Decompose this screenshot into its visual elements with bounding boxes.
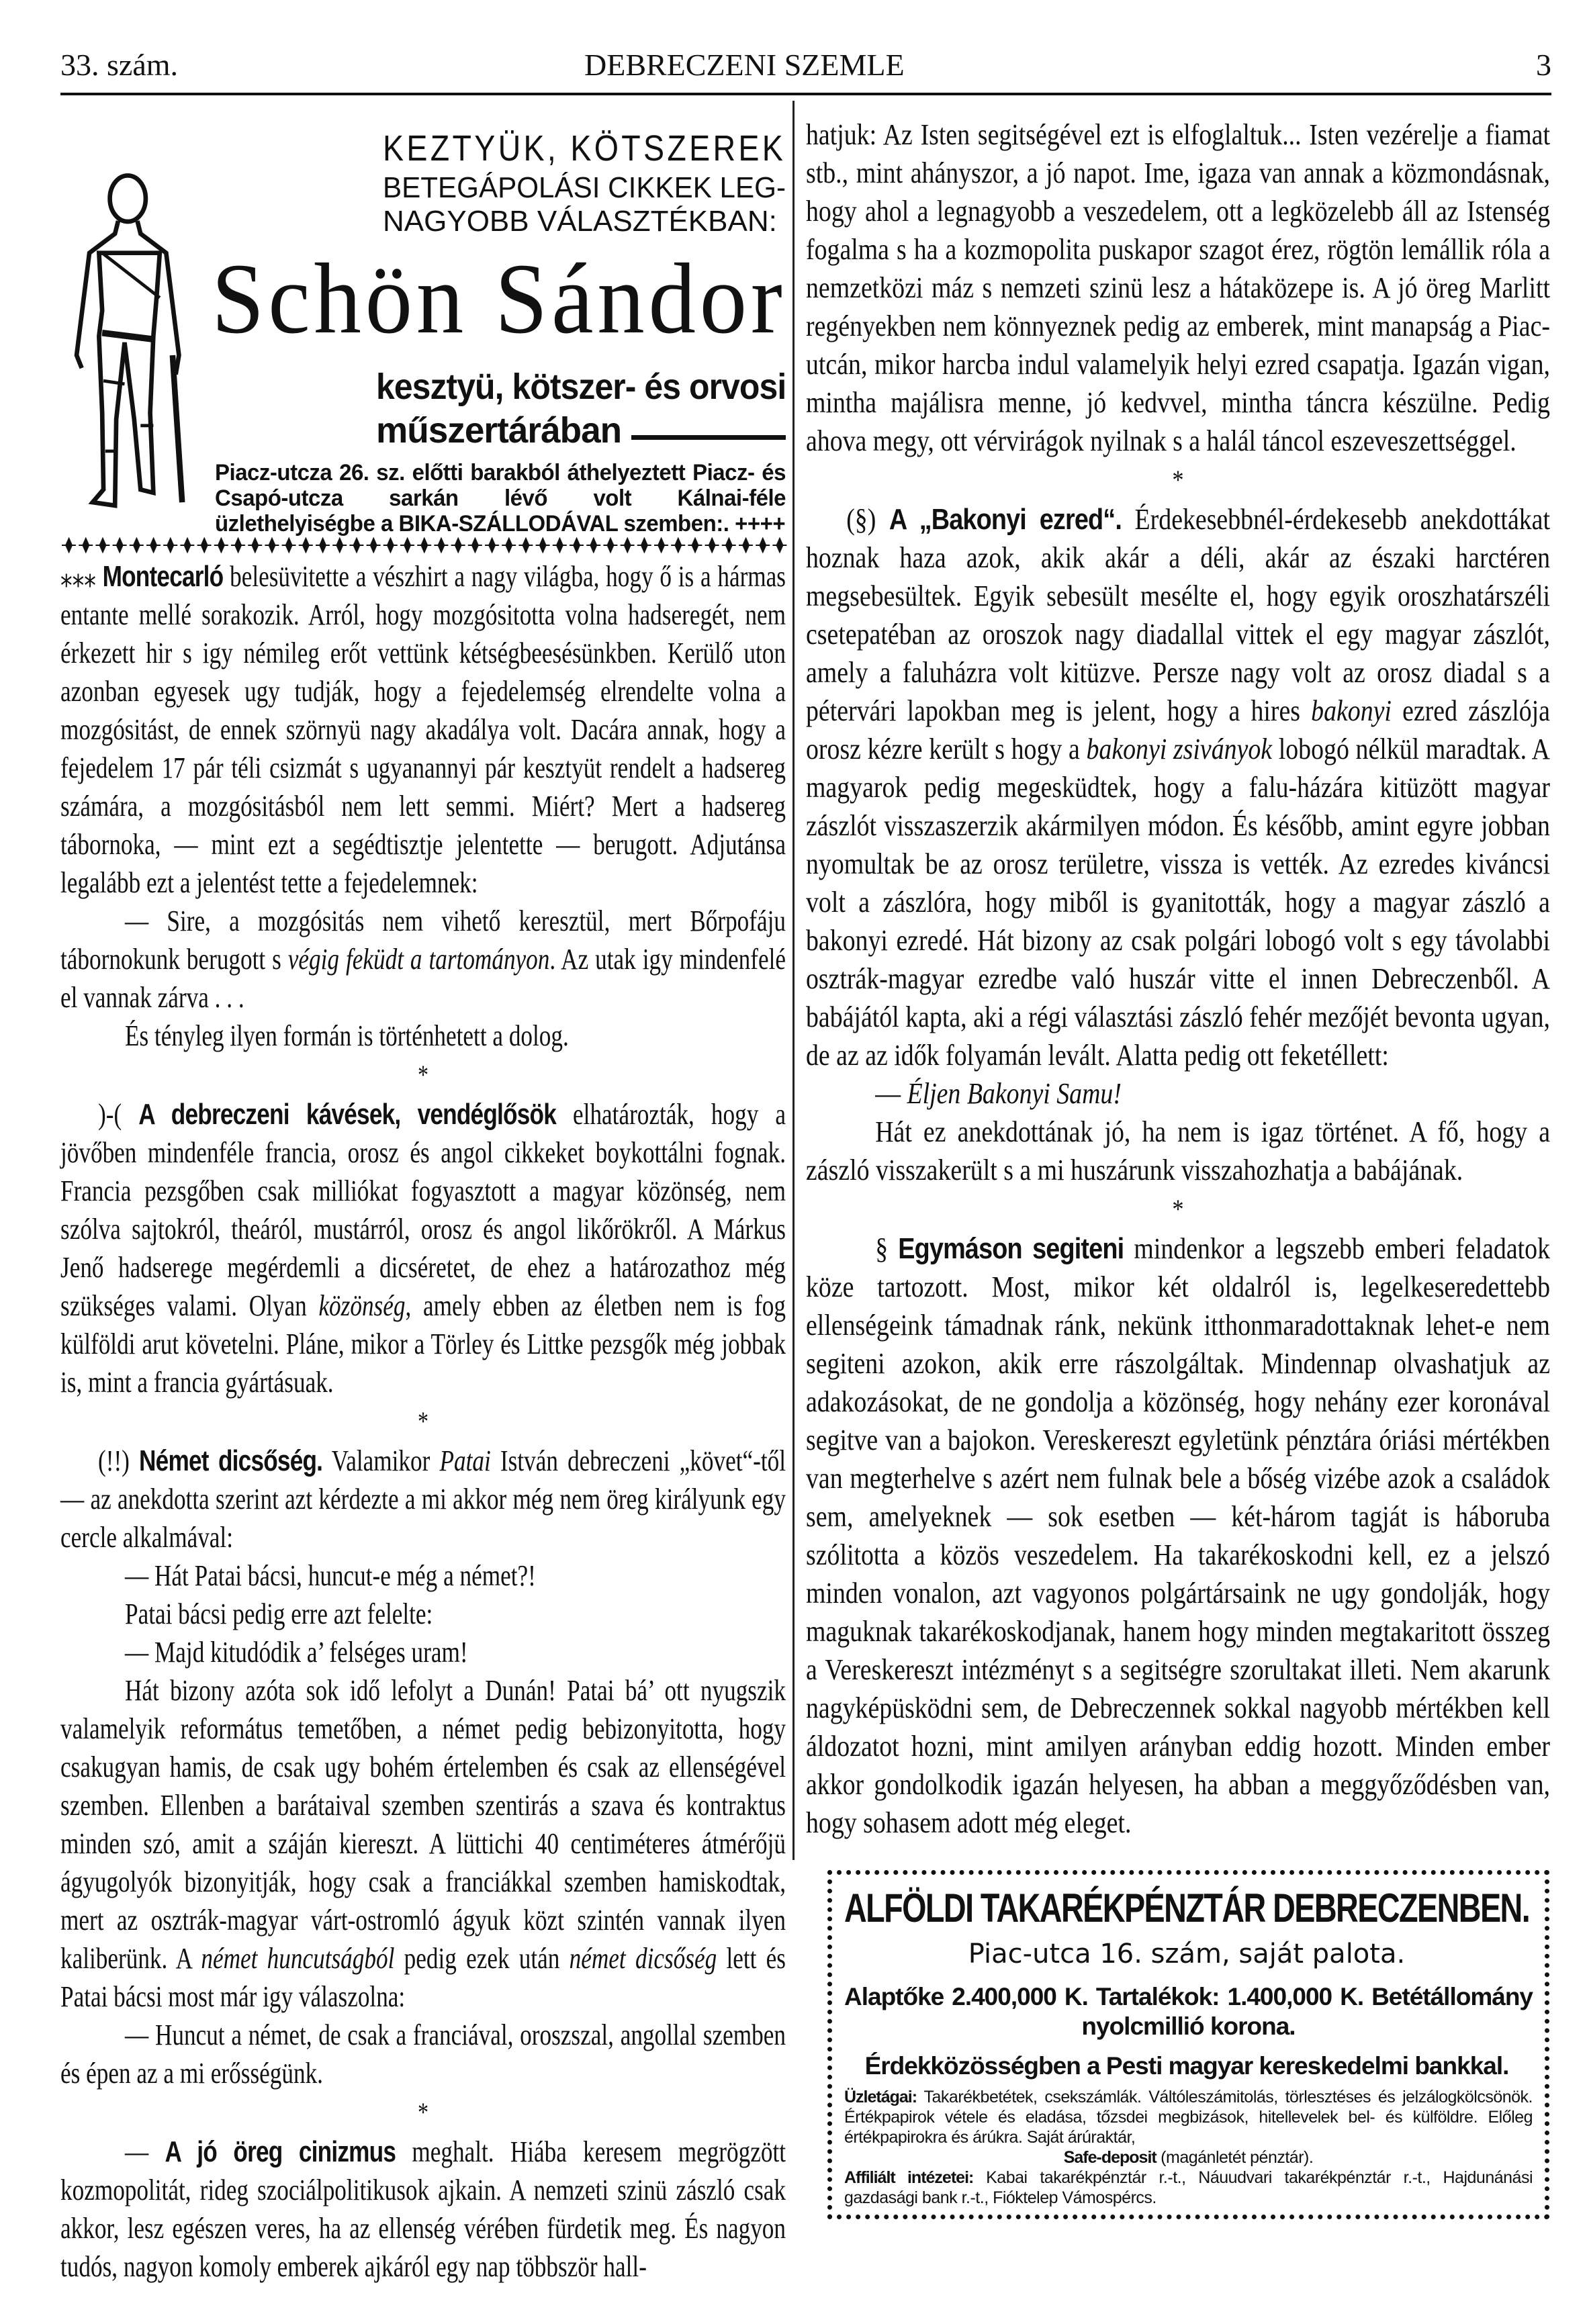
article-headline: Montecarló [102,560,224,593]
section-separator [60,1401,786,1442]
right-column-articles [806,115,1550,1842]
paragraph-text: Hát bizony azóta sok idő lefolyt a Dunán! Patai bá’ ott nyugszik valamelyik református temetőben, a német pedig bebizonyitotta, hogy csakugyan hamis, de csak ugy bohém értelemben és csak az ellenségével szemben. Ellenben a barátaival szemben szentirás a szava és kontraktus minden szó, amit a száján kiereszt. A lüttichi 40 centiméteres átmérőjü ágyugolyók bizonyitják, hogy csak a franciákkal szemben hamiskodtak, mert az osztrák-magyar várt-ostromló ágyuk közt szintén vannak ilyen kaliberünk. A [60,1674,786,1975]
paragraph-text: * [418,2097,428,2127]
article-paragraph [60,902,786,1017]
emphasis-text: Patai [439,1444,491,1477]
ad-subline: NAGYOBB VÁLASZTÉKBAN: [383,205,777,238]
emphasis-text: Éljen Bakonyi Samu! [907,1077,1122,1110]
paragraph-text: (§) [846,503,889,536]
article-paragraph [60,2016,786,2092]
paragraph-text: mindenkor a legszebb emberi feladatok köze tartozott. Most, mikor két oldalról is, legelkeseredettebb ellenségeink támadnak ránk, nekünk itthonmaradottaknak lehet-e nem segiteni azokon, akik erre rászolgáltak. Mindennap olvashatjuk az adakozásokat, de ne gondolja a közönség, hogy nehány ezer koronával segitve van a bajokon. Vereskereszt egyletünk pénztára óriási mértékben van megterhelve s azért nem fulnak bele a bőség vizébe azok a családok sem, amelyeknek — sok esetben — két-három tagját is háboruba szólitotta a közös veszedelem. Ha takarékoskodni kell, ez a jelszó minden vonalon, azt vagyonos polgártársaink ne ugy gondolják, hogy maguknak takarékoskodjanak, hanem hogy minden megtakaritott összeg a Vereskereszt intézményt s a segitségre szorultakat illeti. Nem akarunk nagyképüsködni sem, de Debreczennek sokkal nagyobb mértékben kell áldozatot hozni, mint amilyen arányban eddig hozott. Minden ember akkor gondolkodik igazán helyesen, ha abban a meggyőződésben van, hogy sohasem adott még eleget. [806,1232,1551,1839]
article-headline: A debreczeni kávések, vendéglősök [138,1098,556,1131]
paragraph-text: Valamikor [322,1444,440,1477]
section-separator [806,460,1550,500]
emphasis-text: német huncutságból [201,1942,395,1975]
article-paragraph [806,1113,1550,1189]
article-paragraph [60,2133,786,2286]
safe-deposit [844,2147,1533,2168]
article-paragraph [806,500,1550,1074]
affiliates-text: Kabai takarékpénztár r.-t., Náuudvari takarékpénztár r.-t., Hajdunánási gazdasági bank r.-t., Fióktelep Vámospércs. [844,2168,1533,2207]
article-headline: A jó öreg cinizmus [165,2135,396,2168]
ad-merchant-name: Schön Sándor [212,243,786,355]
bank-address: Piac-utca 16. szám, saját palota. [968,1939,1406,1969]
paragraph-text: lobogó nélkül maradtak. A magyarok pedig megesküdtek, hogy a falu-házára kitüzött magyar zászlót visszaszerzik akármilyen módon. És később, amint egyre jobban nyomultak be az orosz területre, vissza is vették. Az ezredes kiváncsi volt a zászlóra, hogy miből is gyanitották, hogy a magyar zászló a bakonyi ezredé. Hát bizony az csak polgári lobogó volt s egy távolabbi osztrák-magyar ezredbe való huszár vitte el innen Debreczenből. A babájától kapta, aki a régi választási zászló fehér mezőjét bevonta ugyan, de az az idők folyamán levált. Alatta pedig ott feketéllett: [806,733,1550,1072]
article-paragraph [806,1074,1550,1113]
ad-rule [631,435,786,440]
paragraph-text: * [418,1060,428,1090]
article-paragraph [60,1442,786,1556]
paragraph-text: — Hát Patai bácsi, huncut-e még a német?! [125,1559,536,1592]
paragraph-text: meghalt. Hiába keresem megrögzött kozmopolitát, rideg szociálpolitikusok ajkain. A nemzeti szinü zászló csak akkor, lesz egészen veres, ha az ellenség vérében fürdetik meg. És nagyon tudós, nagyon komoly emberek ajkáról egy nap többször hall- [60,2135,786,2283]
ad-address: Piacz-utcza 26. sz. előtti barakból áthelyeztett Piacz- és Csapó-utcza sarkán lévő volt Kálnai-féle üzlethelyiségbe a BIKA-SZÁLLODÁVAL szemben:. ++++ [215,460,786,537]
paragraph-text: — Huncut a német, de csak a franciával, oroszszal, angollal szemben és épen az a mi erősségünk. [60,2018,786,2090]
paragraph-text: elhatározták, hogy a jövőben mindenféle francia, orosz és angol cikkeket boykottálni fognak. Francia pezsgőben csak milliókat fogyasztott a magyar közönség, nem szólva sajtokról, theáról, mustárról, orosz és angol likőrökről. A Márkus Jenő hadserege megérdemli a dicséretet, de ehez a határozathoz még szükséges valami. Olyan [60,1098,786,1322]
section-separator [806,1189,1550,1229]
paragraph-text: Hát ez anekdottának jó, ha nem is igaz történet. A fő, hogy a zászló visszakerült s a mi huszárunk visszahozhatja a babájának. [806,1115,1550,1187]
paragraph-text: * [1172,465,1184,495]
paragraph-text: pedig ezek után [394,1942,570,1975]
safe-label: Safe-deposit [1063,2148,1157,2167]
paragraph-text: § [875,1232,899,1265]
paragraph-text: , amely ebben az életben nem is fog külföldi arut követelni. Pláne, mikor a Törley és Littke pezsgők még jobbak is, mint a francia gyártásuak. [60,1289,786,1399]
bank-partner: Érdekközösségben a Pesti magyar kereskedelmi bankkal. [864,2052,1509,2080]
ad-shop-type: kesztyü, kötszer- és orvosi [376,367,786,407]
paragraph-text: Érdekesebbnél-érdekesebb anekdottákat hoznak haza azok, akik akár a déli, akár az északi harctéren megsebesültek. Egyik sebesült mesélte el, hogy egyik oroszhatárszéli csetepatéban az oroszok nagy diadallal vittek el egy magyar zászlót, amely a faluházra volt kitüzve. Persze nagy volt az orosz diadal s a pétervári lapokban meg is jelent, hogy a hires [806,503,1550,727]
article-paragraph [806,1229,1550,1842]
left-column-articles [60,557,786,2286]
emphasis-text: közönség [318,1289,406,1322]
paragraph-text: ezred zászlója orosz kézre került s hogy a [806,694,1550,765]
page-header [60,34,1551,94]
column-divider [792,101,795,1860]
article-paragraph [60,1671,786,2016]
emphasis-text: német dicsőség [569,1942,717,1975]
paragraph-text: hatjuk: Az Isten segitségével ezt is elfoglaltuk... Isten vezérelje a fiamat stb., mint ahányszor, a jó napot. Ime, igaza van annak a közmondásnak, hogy ahol a legnagyobb a veszedelem, ott a legközelebb áll az Istenség fogalma s ha a kozmopolita puskapor szagot érez, rögtön lemállik róla a nemzetközi máz s nemzeti szinü lesz a hátaközepe is. A jó öreg Marlitt regényekben nem könnyeznek pedig az emberek, mint manapság a Piac-utcán, mikor harcba indul valamelyik helyi ezred csapatja. Igazán vigan, mintha majálisra menne, jó kedvvel, mintha táncra készülne. Pedig ahova megy, ott vérvirágok nyilnak s a halál táncol eszeveszettséggel. [806,118,1550,457]
paragraph-text: * [1172,1194,1184,1224]
emphasis-text: végig feküdt a tartományon [287,943,550,976]
bank-capital: Alaptőke 2.400,000 K. Tartalékok: 1.400,000 K. Betétállomány nyolcmillió korona. [844,1983,1533,2040]
paragraph-text: )-( [98,1098,139,1131]
ad-headline: KEZTYÜK, KÖTSZEREK [383,128,786,169]
advertisement-schon-sandor [60,114,789,537]
advertisement-alfoldi-takarekpenztar [827,1870,1549,2219]
safe-text: (magánletét pénztár). [1161,2148,1314,2167]
bandaged-man-illustration [64,161,198,524]
paragraph-text: — Majd kitudódik a’ felséges uram! [125,1636,468,1669]
article-paragraph [60,1095,786,1401]
bank-name: ALFÖLDI TAKARÉKPÉNZTÁR DEBRECZENBEN. [844,1886,1530,1931]
page-number: 3 [1536,48,1551,82]
article-paragraph [806,115,1550,460]
star-ornament-divider [60,537,789,553]
paragraph-text: István debreczeni „követ“-től — az anekdotta szerint azt kérdezte a mi akkor még nem öreg királyunk egy cercle alkalmával: [60,1444,786,1554]
paragraph-text: . Az utak igy mindenfelé el vannak zárva . . . [60,943,786,1014]
emphasis-text: bakonyi zsiványok [1086,733,1273,765]
affiliates-label: Affiliált intézetei: [844,2168,974,2187]
ad-shop-type: műszertárában [376,410,622,451]
emphasis-text: bakonyi [1311,694,1392,727]
services-label: Üzletágai: [844,2088,917,2106]
paragraph-text: És tényleg ilyen formán is történhetett a dolog. [125,1019,569,1052]
paragraph-text: — Sire, a mozgósitás nem vihető keresztül, mert Bőrpofáju tábornokunk berugott s [60,904,786,976]
article-paragraph [60,1595,786,1633]
issue-number: 33. szám. [60,48,179,82]
article-paragraph [60,1556,786,1595]
header-rule [60,93,1551,95]
paragraph-text: belesüvitette a vészhirt a nagy világba, hogy ő is a hármas entante mellé sorakozik. Arról, hogy mozgósitotta volna hadseregét, nem érkezett hir s igy némileg erőt vettünk kétségbeesésünkben. Kerülő uton azonban egyesek ugy tudják, hogy a fejedelemség elrendelte volna a mozgósitást, de ennek szörnyü nagy akadálya volt. Dacára annak, hogy a fejedelem 17 pár téli csizmát s ugyanannyi pár kesztyüt rendelt a hadsereg számára, a mozgósitásból nem lett semmi. Miért? Mert a hadsereg tábornoka, — mint ezt a segédtisztje jelentette — berugott. Adjutánsa legalább ezt a jelentést tette a fejedelemnek: [60,560,786,899]
services-text: Takarékbetétek, csekszámlák. Váltóleszámitolás, törlesztéses és jelzálogkölcsönök. Értékpapirok vétele és eladása, tőzsdei megbizások, hitellevelek bel- és külföldre. Előleg értékpapirokra és árúkra. Saját árúraktár, [844,2088,1533,2147]
article-paragraph [60,1017,786,1055]
ad-subline: BETEGÁPOLÁSI CIKKEK LEG- [383,171,786,204]
section-separator [60,2092,786,2133]
article-headline: Egymáson segiteni [898,1232,1124,1265]
article-paragraph [60,557,786,902]
newspaper-title: DEBRECZENI SZEMLE [584,48,905,82]
paragraph-text: * [418,1406,428,1436]
bank-services [844,2087,1533,2208]
paragraph-text: — [875,1077,907,1110]
paragraph-text: — [125,2135,165,2168]
article-paragraph [60,1633,786,1671]
section-separator [60,1055,786,1095]
article-headline: A „Bakonyi ezred“. [889,503,1122,536]
paragraph-text: (!!) [98,1444,140,1477]
paragraph-text: ⁎⁎⁎ [60,560,103,593]
article-headline: Német dicsőség. [139,1444,323,1477]
paragraph-text: lett és Patai bácsi most már igy válaszolna: [60,1942,786,2013]
paragraph-text: Patai bácsi pedig erre azt felelte: [125,1597,433,1630]
